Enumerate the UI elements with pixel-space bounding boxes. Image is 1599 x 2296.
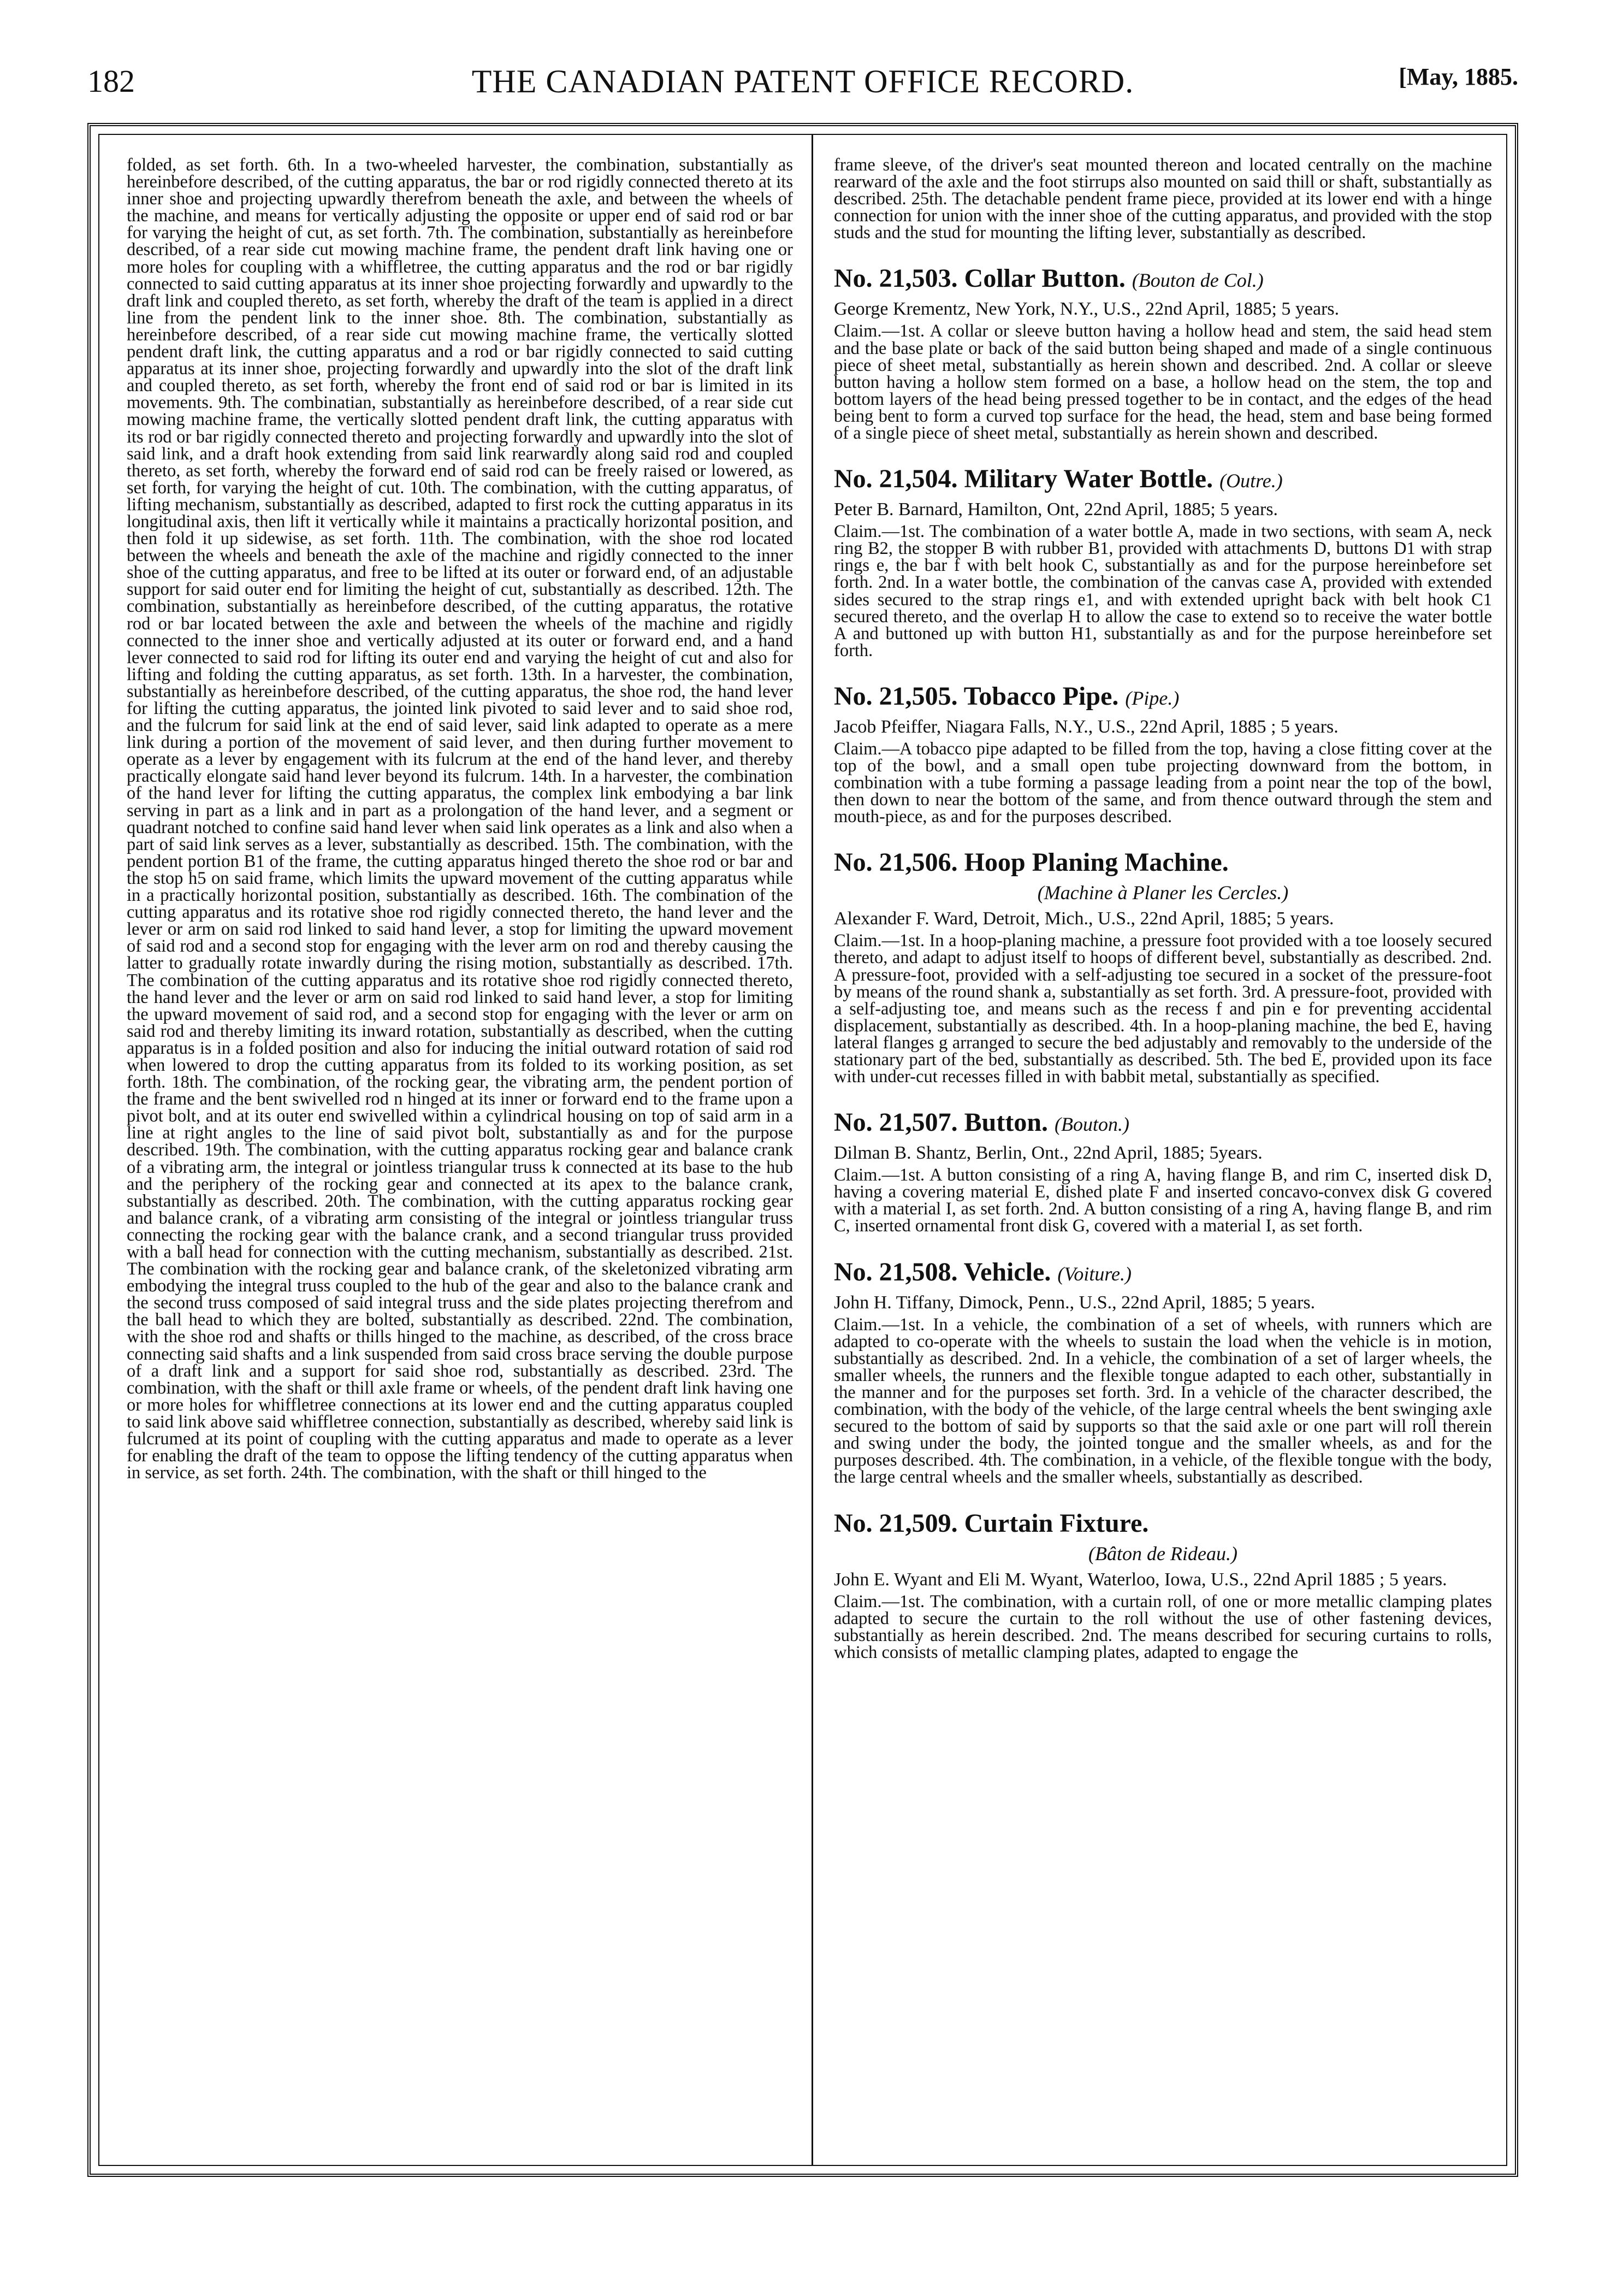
patent-applicant: John E. Wyant and Eli M. Wyant, Waterloo, Iowa, U.S., 22nd April 1885 ; 5 years. [834,1569,1447,1590]
patent-claim: Claim.—1st. In a hoop-planing machine, a pressure foot provided with a toe loosely secured thereto, and adapt to adjust itself to hoops of different bevel, substantially as described. 2nd. A pressure-foot, provided with a self-adjusting toe secured in a socket of the pressure-foot by means of the round shank a, substantially as set forth. 3rd. A pressure-foot, provided with a self-adjusting toe, and means such as the recess f and pin e for preventing accidental displacement, substantially as described. 4th. In a hoop-planing machine, the bed E, having lateral flanges g arranged to secure the bed adjustably and removably to the underside of the stationary part of the bed, substantially as described. 5th. The bed E, provided upon its face with under-cut recesses filled in with babbit metal, substantially as specified. [834,931,1492,1087]
issue-date: [May, 1885. [1399,63,1518,90]
patent-claim: Claim.—A tobacco pipe adapted to be filled from the top, having a close fitting cover at the top of the bowl, and a small open tube projecting downward from the bottom, in combination with a tube forming a passage leading from a point near the top of the bowl, then down to near the bottom of the same, and from thence outward through the stem and mouth-piece, as and for the purposes described. [834,739,1492,827]
patent-entry [834,681,1492,825]
patent-entry [834,263,1492,442]
continuation-block [834,157,1492,241]
patent-heading [834,1257,1492,1289]
patent-entry [834,1508,1492,1661]
left-column [127,157,793,2143]
page-frame [87,123,1518,2177]
patent-claim: Claim.—1st. The combination of a water bottle A, made in two sections, with seam A, neck ring B2, the stopper B with rubber B1, provided with attachments D, buttons D1 with strap rings e, the bar f with belt hook C, substantially as and for the purpose hereinbefore set forth. 2nd. In a water bottle, the combination of the canvas case A, provided with extended sides secured to the strap rings e1, and with extended upright back with belt hook C1 secured thereto, and the overlap H to allow the case to extend so to receive the water bottle A and buttoned up with button H1, substantially as and for the purpose hereinbefore set forth. [834,522,1492,660]
patent-french-subtitle: (Bâton de Rideau.) [1088,1542,1237,1565]
patent-title: No. 21,506. Hoop Planing Machine. [834,848,1229,877]
patent-heading [834,263,1492,296]
patent-heading [834,464,1492,496]
page-number: 182 [87,63,135,99]
patent-applicant: John H. Tiffany, Dimock, Penn., U.S., 22nd April, 1885; 5 years. [834,1292,1316,1313]
column-divider [812,135,813,2165]
continuation-text: frame sleeve, of the driver's seat mounted thereon and located centrally on the machine rearward of the axle and the foot stirrups also mounted on said thill or shaft, substantially as described. 25th. The detachable pendent frame piece, provided at its lower end with a hinge connection for union with the inner shoe of the cutting apparatus, and provided with the stop studs and the stud for mounting the lifting lever, substantially as described. [834,157,1492,243]
patent-applicant: Dilman B. Shantz, Berlin, Ont., 22nd April, 1885; 5years. [834,1143,1263,1164]
patent-entry [834,1257,1492,1486]
patent-french-title: (Pipe.) [1125,687,1180,709]
patent-heading [834,681,1492,713]
patent-claim: Claim.—1st. A button consisting of a ring A, having flange B, and rim C, inserted disk D, having a covering material E, dished plate F and inserted concavo-convex disk G covered with a material I, as set forth. 2nd. A button consisting of a ring A, having flange B, and rim C, inserted ornamental front disk G, covered with a material I, as set forth. [834,1165,1492,1236]
patent-applicant: George Krementz, New York, N.Y., U.S., 22nd April, 1885; 5 years. [834,299,1340,320]
inner-frame [98,134,1507,2166]
patent-entry [834,1107,1492,1235]
patent-french-title: (Bouton.) [1055,1113,1130,1136]
patent-claim: Claim.—1st. In a vehicle, the combination of a set of wheels, with runners which are adapted to co-operate with the wheels to sustain the load when the vehicle is in motion, substantially as described. 2nd. In a vehicle, the combination of a set of larger wheels, the smaller wheels, the runners and the flexible tongue adapted to each other, substantially in the manner and for the purposes set forth. 3rd. In a vehicle of the character described, the combination, with the body of the vehicle, of the large central wheels the bent swinging axle secured to the bottom of said by supports so that the said axle or one part will roll therein and swing under the body, the jointed tongue and the smaller wheels, as and for the purposes described. 4th. The combination, in a vehicle, of the flexible tongue with the body, the large central wheels and the smaller wheels, substantially as described. [834,1314,1492,1488]
patent-claim: Claim.—1st. The combination, with a curtain roll, of one or more metallic clamping plates adapted to secure the curtain to the roll without the use of other fastening devices, substantially as herein described. 2nd. The means described for securing curtains to rolls, which consists of metallic clamping plates, adapted to engage the [834,1591,1492,1662]
patent-french-title: (Outre.) [1219,470,1283,492]
patent-title: No. 21,505. Tobacco Pipe. [834,681,1119,711]
patent-french-title: (Bouton de Col.) [1132,269,1264,292]
patent-title: No. 21,503. Collar Button. [834,264,1126,293]
patent-applicant: Jacob Pfeiffer, Niagara Falls, N.Y., U.S., 22nd April, 1885 ; 5 years. [834,716,1339,737]
patent-entry [834,847,1492,1085]
patent-applicant: Peter B. Barnard, Hamilton, Ont, 22nd April, 1885; 5 years. [834,499,1278,520]
journal-title: THE CANADIAN PATENT OFFICE RECORD. [471,63,1134,99]
patent-french-subtitle: (Machine à Planer les Cercles.) [1037,882,1289,904]
patent-entry [834,464,1492,659]
left-column-text: folded, as set forth. 6th. In a two-wheeled harvester, the combination, substantially as hereinbefore described, of the cutting apparatus, the bar or rod rigidly connected thereto at its inner shoe and projecting upwardly therefrom beneath the axle, and between the wheels of the machine, and means for vertically adjusting the opposite or upper end of said rod or bar for varying the height of cut, as set forth. 7th. The combination, substantially as hereinbefore described, of a rear side cut mowing machine frame, the pendent draft link having one or more holes for coupling with a whiffletree, the cutting apparatus and the rod or bar rigidly connected to said cutting apparatus at its inner shoe projecting forwardly and upwardly to the draft link and coupled thereto, as set forth, whereby the draft of the team is applied in a direct line from the pendent link to the inner shoe. 8th. The combination, substantially as hereinbefore described, of a rear side cut mowing machine frame, the vertically slotted pendent draft link, the cutting apparatus and a rod or bar rigidly connected to said cutting apparatus at its inner shoe, projecting forwardly and upwardly into the slot of the draft link and coupled thereto, as set forth, whereby the front end of said rod or bar is limited in its movements. 9th. The combinatian, substantially as hereinbefore described, of a rear side cut mowing machine frame, the vertically slotted pendent draft link, the cutting apparatus with its rod or bar rigidly connected thereto and projecting forwardly and upwardly into the slot of said link, and a draft hook extending from said link rearwardly along said rod and coupled thereto, as set forth, whereby the forward end of said rod can be freely raised or lowered, as set forth, for varying the height of cut. 10th. The combination, with the cutting apparatus, of lifting mechanism, substantially as described, adapted to first rock the cutting apparatus in its longitudinal axis, then lift it vertically while it maintains a practically horizontal position, and then fold it up sidewise, as set forth. 11th. The combination, with the shoe rod located between the wheels and beneath the axle of the machine and rigidly connected to the inner shoe of the cutting apparatus, and free to be lifted at its outer or forward end, of an adjustable support for said outer end for limiting the height of cut, substantially as described. 12th. The combination, substantially as hereinbefore described, of the cutting apparatus, the rotative rod or bar located between the axle and between the wheels of the machine and rigidly connected to the inner shoe and vertically adjusted at its outer or forward end, and a hand lever connected to said rod for lifting its outer end and varying the height of cut and also for lifting and folding the cutting apparatus, as set forth. 13th. In a harvester, the combination, substantially as hereinbefore described, of the cutting apparatus, the shoe rod, the hand lever for lifting the cutting apparatus, the jointed link pivoted to said lever and to said shoe rod, and the fulcrum for said link at the end of said lever, said link adapted to operate as a mere link during a portion of the movement of said lever, and then during further movement to operate as a lever by engagement with its fulcrum at the end of the hand lever, and thereby practically elongate said hand lever beyond its fulcrum. 14th. In a harvester, the combination of the hand lever for lifting the cutting apparatus, the complex link embodying a bar link serving in part as a link and in part as a prolongation of the hand lever, and a segment or quadrant notched to confine said hand lever when said link operates as a link and also when a part of said link serves as a lever, substantially as described. 15th. The combination, with the pendent portion B1 of the frame, the cutting apparatus hinged thereto the shoe rod or bar and the stop h5 on said frame, which limits the upward movement of the cutting apparatus while in a practically horizontal position, substantially as described. 16th. The combination of the cutting apparatus and its rotative shoe rod rigidly connected thereto, the hand lever and the lever or arm on said rod linked to said hand lever, a stop for limiting the upward movement of said rod and a second stop for engaging with the lever arm on rod and thereby causing the latter to gradually rotate inwardly during the rising motion, substantially as described. 17th. The combination of the cutting apparatus and its rotative shoe rod rigidly connected thereto, the hand lever and the lever or arm on said rod linked to said hand lever, a stop for limiting the upward movement of said rod, and a second stop for engaging with the lever or arm on said rod and thereby limiting its inward rotation, substantially as described, when the cutting apparatus is in a folded position and also for inducing the initial outward rotation of said rod when lowered to drop the cutting apparatus from its folded to its working position, as set forth. 18th. The combination, of the rocking gear, the vibrating arm, the pendent portion of the frame and the bent swivelled rod n hinged at its inner or forward end to the frame upon a pivot bolt, and at its outer end swivelled within a cylindrical housing on top of said arm in a line at right angles to the line of said pivot bolt, substantially as and for the purpose described. 19th. The combination, with the cutting apparatus rocking gear and balance crank of a vibrating arm, the integral or jointless triangular truss k connected at its base to the hub and the periphery of the rocking gear and connected at its apex to the balance crank, substantially as described. 20th. The combination, with the cutting apparatus rocking gear and balance crank, of a vibrating arm consisting of the integral or jointless triangular truss connecting the rocking gear with the balance crank, and a second triangular truss provided with a ball head for connection with the cutting mechanism, substantially as described. 21st. The combination with the rocking gear and balance crank, of the skeletonized vibrating arm embodying the integral truss coupled to the hub of the gear and also to the balance crank and the second truss composed of said integral truss and the side plates projecting therefrom and the ball head to which they are bolted, substantially as described. 22nd. The combination, with the shoe rod and shafts or thills hinged to the machine, as described, of the cross brace connecting said shafts and a link suspended from said cross brace serving the double purpose of a draft link and a support for said shoe rod, substantially as described. 23rd. The combination, with the shaft or thill axle frame or wheels, of the pendent draft link having one or more holes for whiffletree connections at its lower end and the cutting apparatus coupled to said link above said whiffletree connection, substantially as described, whereby said link is fulcrumed at its point of coupling with the cutting apparatus and made to operate as a lever for enabling the draft of the team to oppose the lifting tendency of the cutting apparatus when in service, as set forth. 24th. The combination, with the shaft or thill hinged to the [127,157,793,1483]
patent-heading [834,1107,1492,1140]
patent-heading [834,847,1492,878]
patent-applicant: Alexander F. Ward, Detroit, Mich., U.S., 22nd April, 1885; 5 years. [834,908,1334,929]
patent-title: No. 21,507. Button. [834,1108,1049,1137]
patent-title: No. 21,504. Military Water Bottle. [834,464,1213,494]
patent-claim: Claim.—1st. A collar or sleeve button having a hollow head and stem, the said head stem and the base plate or back of the said button being shaped and made of a single continuous piece of sheet metal, substantially as herein shown and described. 2nd. A collar or sleeve button having a hollow stem formed on a base, a hollow head on the stem, the top and bottom layers of the head being pressed together to be in contact, and the edges of the head being bent to form a curved top surface for the head, the head, stem and base being formed of a single piece of sheet metal, substantially as herein shown and described. [834,321,1492,444]
patent-title: No. 21,508. Vehicle. [834,1257,1051,1286]
page-header [87,63,1518,112]
patent-heading [834,1508,1492,1539]
patent-title: No. 21,509. Curtain Fixture. [834,1508,1149,1538]
right-column [834,157,1492,2143]
patent-french-title: (Voiture.) [1057,1262,1132,1285]
